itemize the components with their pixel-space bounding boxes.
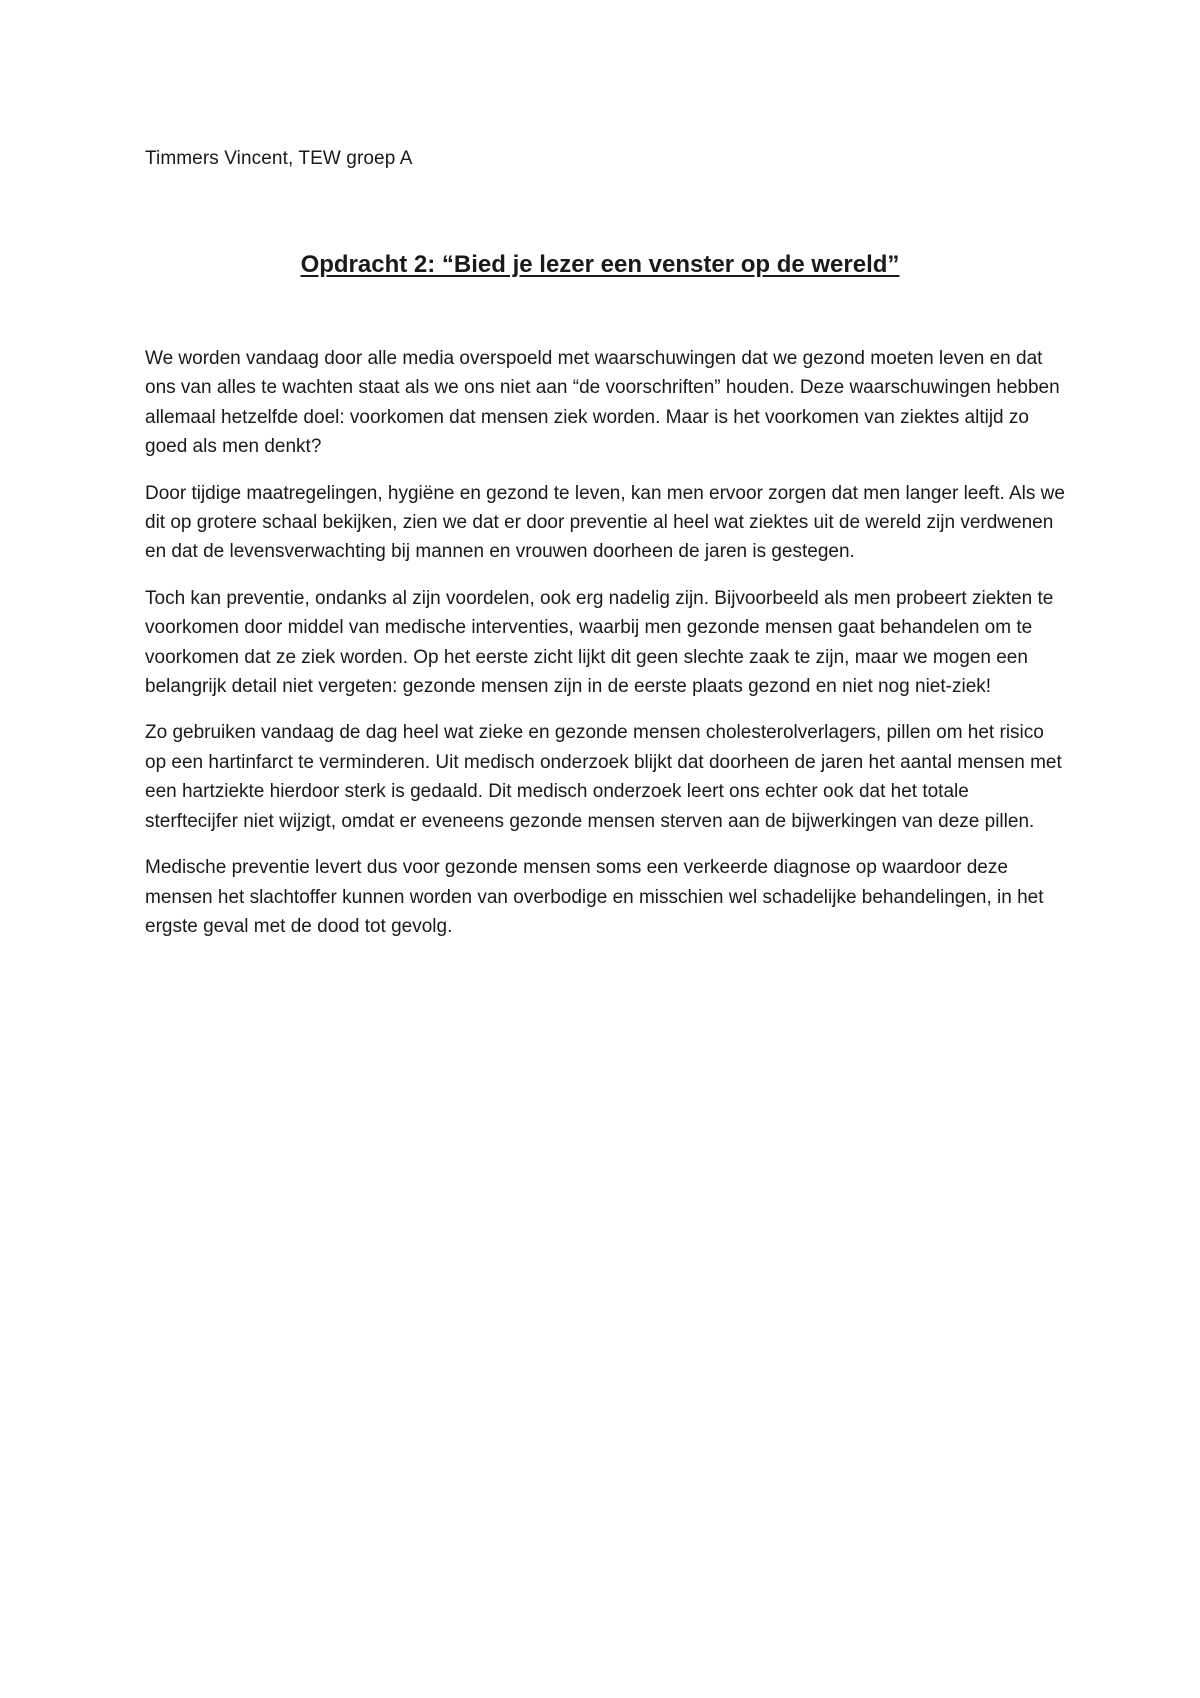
paragraph: Zo gebruiken vandaag de dag heel wat zieke en gezonde mensen cholesterolverlagers, pillen om het risico op een hartinfarct te verminderen. Uit medisch onderzoek blijkt dat doorheen de jaren het aantal mensen met een hartziekte hierdoor sterk is gedaald. Dit medisch onderzoek leert ons echter ook dat het totale sterftecijfer niet wijzigt, omdat er eveneens gezonde mensen sterven aan de bijwerkingen van deze pillen. [145,722,1062,832]
author-line: Timmers Vincent, TEW groep A [145,148,413,169]
paragraph: We worden vandaag door alle media overspoeld met waarschuwingen dat we gezond moeten leven en dat ons van alles te wachten staat als we ons niet aan “de voorschriften” houden. Deze waarschuwingen hebben allemaal hetzelfde doel: voorkomen dat mensen ziek worden. Maar is het voorkomen van ziektes altijd zo goed als men denkt? [145,348,1060,458]
document-body [145,344,1065,958]
paragraph: Toch kan preventie, ondanks al zijn voordelen, ook erg nadelig zijn. Bijvoorbeeld als men probeert ziekten te voorkomen door middel van medische interventies, waarbij men gezonde mensen gaat behandelen om te voorkomen dat ze ziek worden. Op het eerste zicht lijkt dit geen slechte zaak te zijn, maar we mogen een belangrijk detail niet vergeten: gezonde mensen zijn in de eerste plaats gezond en niet nog niet-ziek! [145,587,1054,698]
paragraph: Door tijdige maatregelingen, hygiëne en gezond te leven, kan men ervoor zorgen dat men langer leeft. Als we dit op grotere schaal bekijken, zien we dat er door preventie al heel wat ziektes uit de wereld zijn verdwenen en dat de levensverwachting bij mannen en vrouwen doorheen de jaren is gestegen. [145,482,1065,563]
document-title: Opdracht 2: “Bied je lezer een venster op de wereld” [300,251,900,278]
paragraph: Medische preventie levert dus voor gezonde mensen soms een verkeerde diagnose op waardoor deze mensen het slachtoffer kunnen worden van overbodige en misschien wel schadelijke behandelingen, in het ergste geval met de dood tot gevolg. [145,857,1044,937]
